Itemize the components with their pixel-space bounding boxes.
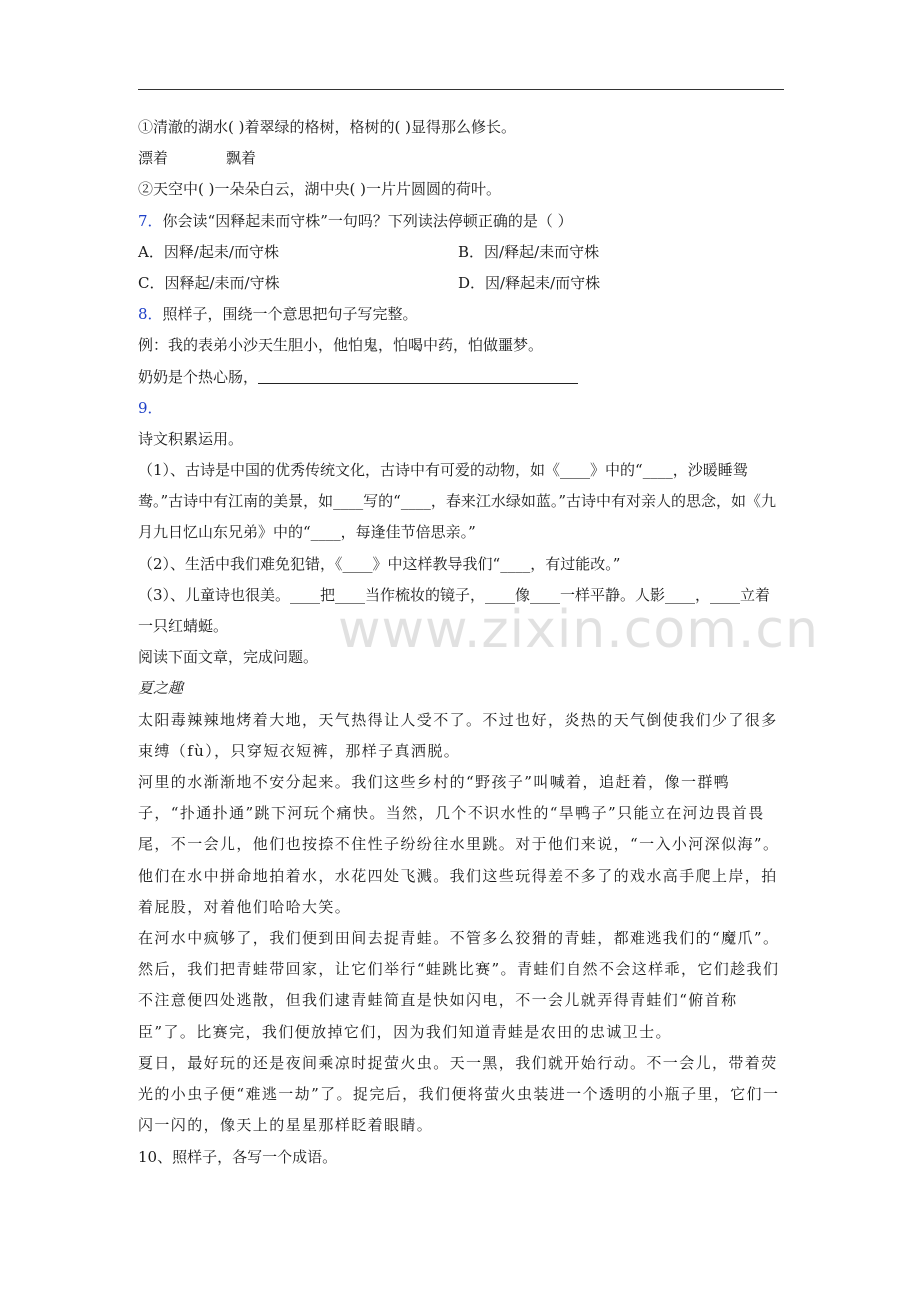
reading-title: 夏之趣 (138, 679, 184, 698)
q7-question (138, 206, 784, 237)
q8-example: 例：我的表弟小沙天生胆小，他怕鬼，怕喝中药，怕做噩梦。 (138, 336, 544, 355)
reading-paragraph-1: 太阳毒辣辣地烤着大地，天气热得让人受不了。不过也好，炎热的天气倒使我们少了很多束缚（fù），只穿短衣短裤，那样子真洒脱。 (138, 710, 778, 760)
q7-options-row-2 (138, 268, 784, 299)
q7-option-a[interactable]: A．因释/起耒/而守株 (138, 242, 279, 261)
q6-sentence-2: ②天空中( )一朵朵白云，湖中央( )一片片圆圆的荷叶。 (138, 180, 501, 199)
reading-intro: 阅读下面文章，完成问题。 (138, 648, 319, 667)
q6-word-1: 漂着 (138, 149, 169, 168)
q8-answer-line (138, 362, 784, 393)
q8-number: 8． (138, 305, 163, 324)
q7-number: 7． (138, 211, 163, 230)
q6-sentence-1: ①清澈的湖水( )着翠绿的格树，格树的( )显得那么修长。 (138, 118, 516, 136)
q6-word-options (138, 143, 784, 174)
q9-title: 诗文积累运用。 (138, 429, 244, 448)
reading-paragraph-2: 河里的水渐渐地不安分起来。我们这些乡村的“野孩子”叫喊着，追赶着，像一群鸭子，“扑通扑通”跳下河玩个痛快。当然，几个不识水性的“旱鸭子”只能立在河边畏首畏尾，不一会儿，他们也按捺不住性子纷纷往水里跳。对于他们来说，“一入小河深似海”。他们在水中拼命地拍着水，水花四处飞溅。我们这些玩得差不多了的戏水高手爬上岸，拍着屁股，对着他们哈哈大笑。 (138, 773, 780, 916)
reading-article (138, 705, 784, 1142)
q7-option-b[interactable]: B．因/释起/耒而守株 (458, 242, 600, 261)
q7-options-row-1 (138, 237, 784, 268)
q10-question: 10、照样子，各写一个成语。 (138, 1147, 338, 1166)
watermark: www.zixin.com.cn (338, 600, 819, 660)
q9-number: 9． (138, 398, 163, 417)
reading-paragraph-4: 夏日，最好玩的还是夜间乘凉时捉萤火虫。天一黑，我们就开始行动。不一会儿，带着荧光的小虫子便“难逃一劫”了。捉完后，我们便将萤火虫装进一个透明的小瓶子里，它们一闪一闪的，像天上的星星那样眨着眼睛。 (138, 1053, 780, 1135)
q8-prompt: 奶奶是个热心肠， (138, 367, 259, 386)
q9-part-2: （2）、生活中我们难免犯错，《____》中这样教导我们“____，有过能改。” (138, 554, 621, 573)
q9-number-line (138, 393, 784, 424)
q6-word-2: 飘着 (226, 149, 257, 168)
q8-text: 照样子，围绕一个意思把句子写完整。 (162, 305, 418, 324)
q9-part-3: （3）、儿童诗也很美。____把____当作梳妆的镜子，____像____一样平静。人影____，____立着一只红蜻蜓。 (138, 585, 771, 636)
header-rule (138, 89, 784, 90)
q7-option-c[interactable]: C．因释起/耒而/守株 (138, 273, 280, 292)
q7-text: 你会读“因释起耒而守株”一句吗？下列读法停顿正确的是（ ） (162, 211, 573, 230)
q8-answer-blank[interactable] (258, 365, 578, 384)
q7-option-d[interactable]: D．因/释起耒/而守株 (458, 273, 601, 292)
q9-part-1: （1）、古诗是中国的优秀传统文化，古诗中有可爱的动物，如《____》中的“____，沙暖睡鸳鸯。”古诗中有江南的美景，如____写的“____，春来江水绿如蓝。”古诗中有对亲人的思念，如《九月九日忆山东兄弟》中的“____，每逢佳节倍思亲。” (138, 461, 777, 542)
q8-question (138, 299, 784, 330)
reading-paragraph-3: 在河水中疯够了，我们便到田间去捉青蛙。不管多么狡猾的青蛙，都难逃我们的“魔爪”。然后，我们把青蛙带回家，让它们举行“蛙跳比赛”。青蛙们自然不会这样乖，它们趁我们不注意便四处逃散，但我们逮青蛙简直是快如闪电，不一会儿就弄得青蛙们“俯首称臣”了。比赛完，我们便放掉它们，因为我们知道青蛙是农田的忠诚卫士。 (138, 929, 780, 1041)
